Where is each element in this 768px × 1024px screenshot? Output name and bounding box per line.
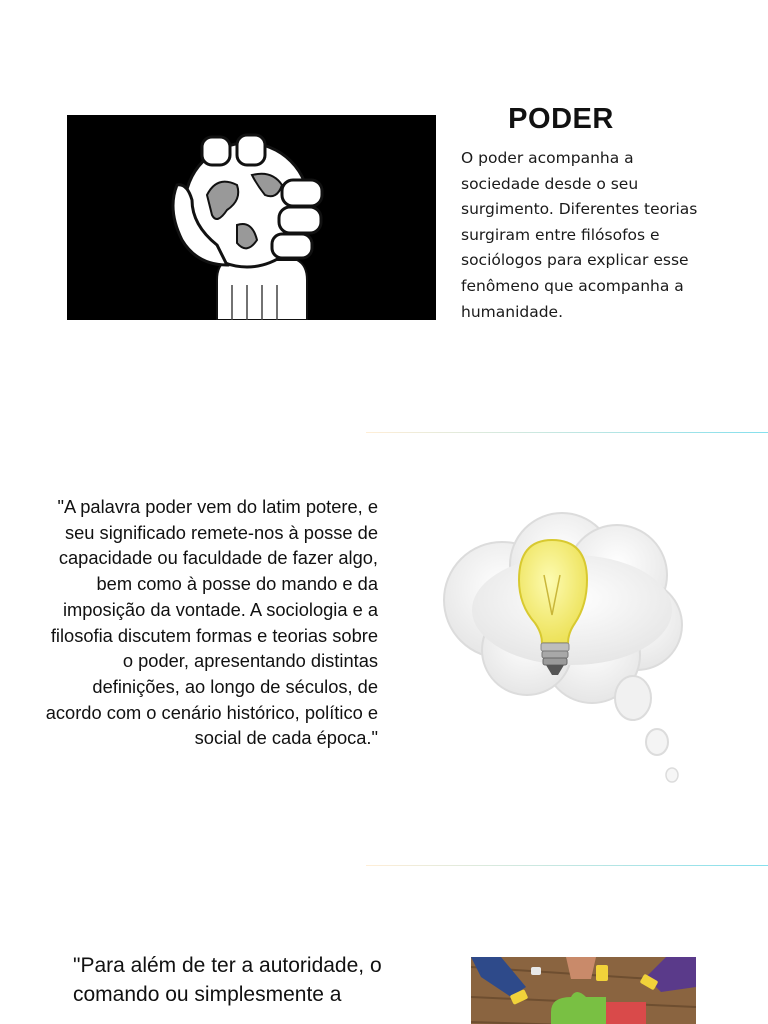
lightbulb-thought-cloud-icon (432, 505, 710, 800)
section-divider (366, 865, 768, 866)
section-divider (366, 432, 768, 433)
intro-paragraph: O poder acompanha a sociedade desde o seu surgimento. Diferentes teorias surgiram entre filósofos e sociólogos para explicar esse fenômeno que acompanha a humanidade. (461, 149, 698, 321)
quote-paragraph: "A palavra poder vem do latim potere, e seu significado remete-nos à posse de capacidade ou faculdade de fazer algo, bem como à posse do mando e da imposição da vontade. A sociologia e a filosofia discutem formas e teorias sobre o poder, apresentando distintas definições, ao longo de séculos, de acordo com o cenário histórico, político e social de cada época." (45, 496, 378, 749)
quote-paragraph-2: "Para além de ter a autoridade, o comando ou simplesmente a (73, 954, 382, 1006)
page-title: PODER (508, 103, 614, 135)
fist-holding-globe-icon (67, 115, 436, 320)
hands-puzzle-pieces-icon (471, 957, 696, 1024)
